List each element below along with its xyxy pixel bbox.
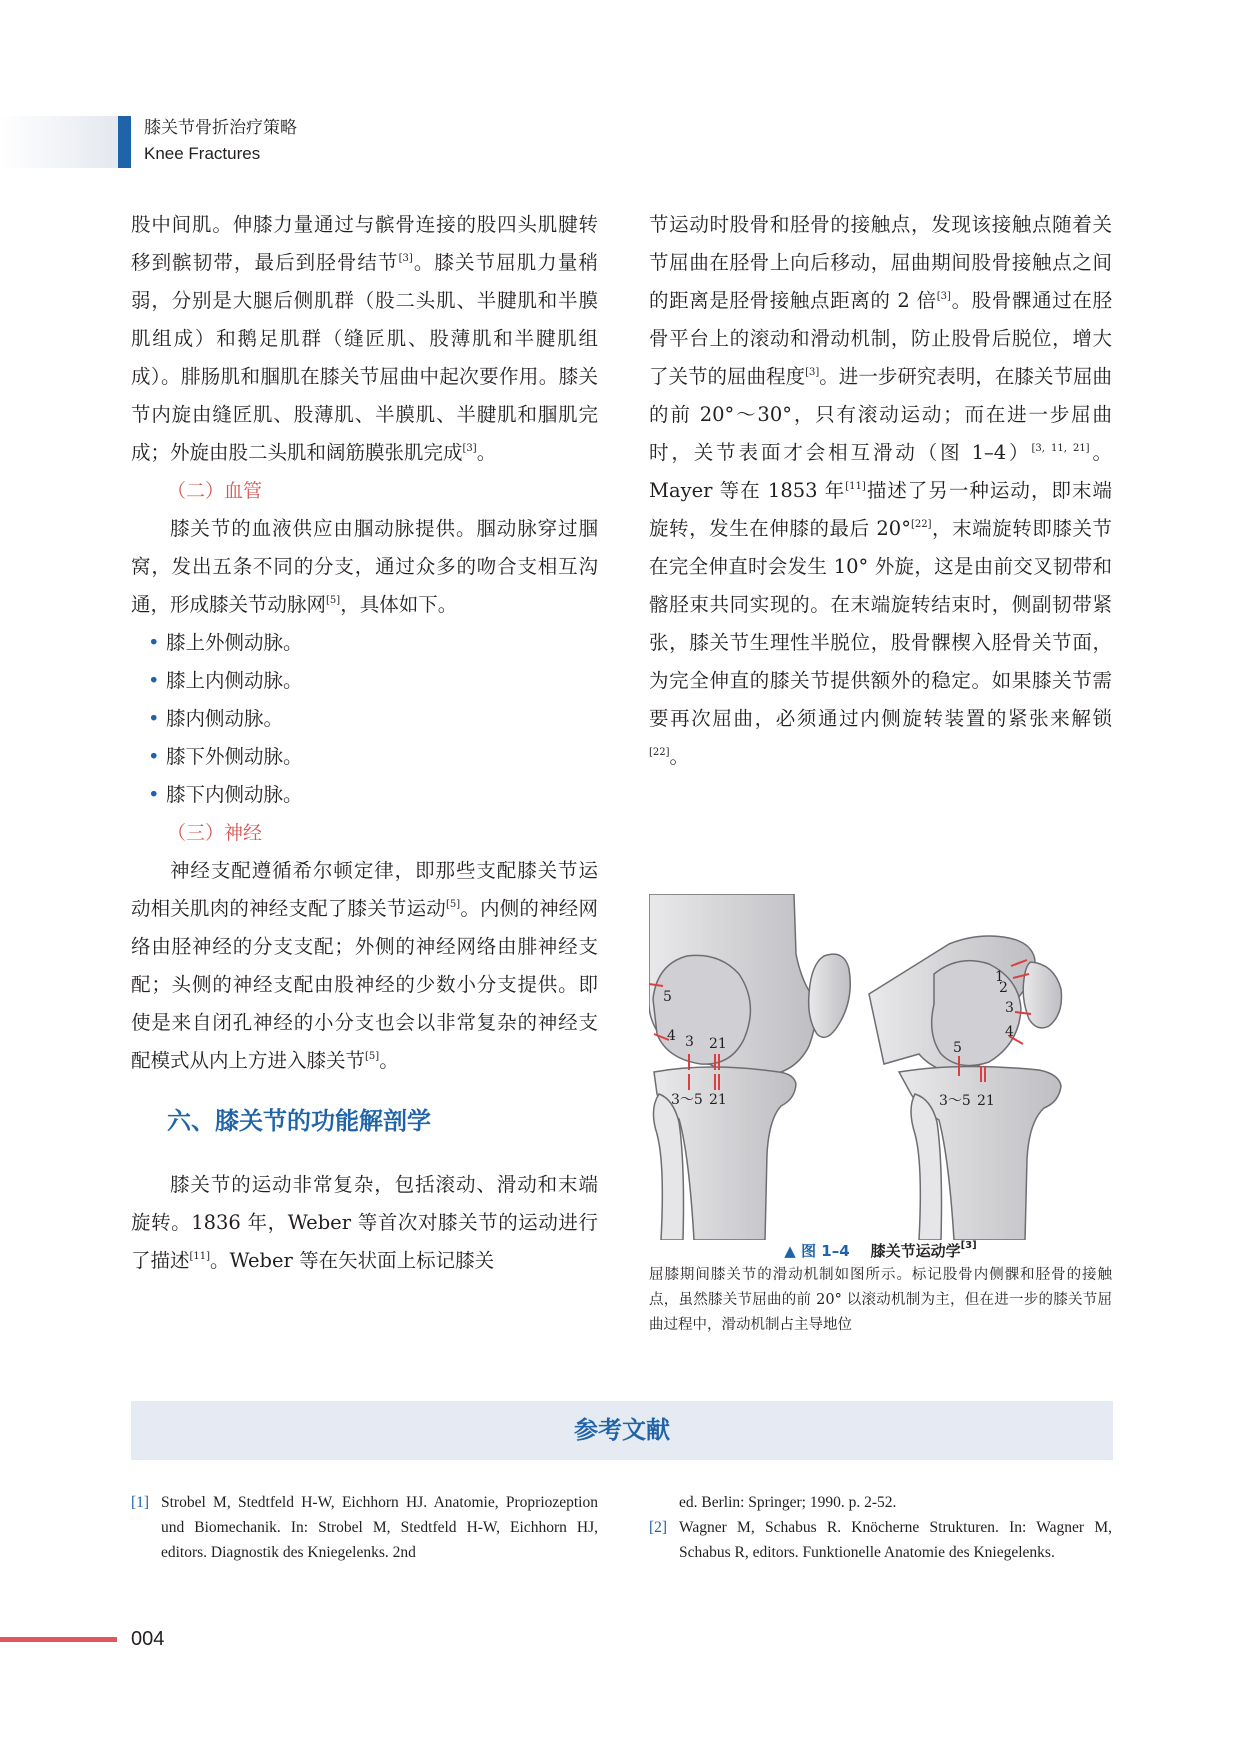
page-number: 004	[131, 1628, 165, 1650]
reference-text: ed. Berlin: Springer; 1990. p. 2-52.	[679, 1494, 897, 1511]
text: 。Mayer 等在 1853 年	[649, 441, 1112, 502]
book-title-cn: 膝关节骨折治疗策略	[144, 118, 297, 138]
figure-label: 21	[977, 1093, 995, 1109]
text: 。进一步研究表明，在膝关节屈曲的前 20°～30°，只有滚动运动；而在进一步屈曲时，关节表面才会相互滑动（图 1–4）	[649, 365, 1112, 464]
list-item	[131, 776, 598, 814]
citation[interactable]: [3]	[960, 1240, 977, 1251]
figure-label: 21	[709, 1092, 727, 1108]
femoral-condyle	[653, 955, 750, 1064]
paragraph	[649, 206, 1112, 776]
figure-label: 2	[999, 980, 1008, 996]
left-column	[131, 206, 598, 1280]
list-item-text: 膝下内侧动脉。	[166, 783, 303, 806]
section-title: 六、膝关节的功能解剖学	[167, 1107, 431, 1135]
citation[interactable]: [22]	[910, 519, 932, 530]
reference-item	[649, 1490, 1112, 1515]
text: 膝关节的运动非常复杂，包括滚动、滑动和末端旋转。1836 年，Weber 等首次对膝关节的运动进行了描述	[131, 1173, 598, 1272]
text: 节运动时股骨和胫骨的接触点，发现该接触点随着关节屈曲在胫骨上向后移动，屈曲期间股骨接触点之间的距离是胫骨接触点距离的 2 倍	[649, 213, 1112, 312]
citation[interactable]: [5]	[365, 1051, 380, 1062]
reference-item	[649, 1515, 1112, 1565]
bullet-icon: •	[148, 745, 160, 768]
citation[interactable]: [5]	[446, 899, 461, 910]
citation[interactable]: [3]	[398, 253, 413, 264]
triangle-marker-icon: ▲	[784, 1242, 796, 1260]
figure-label: 1	[995, 969, 1004, 985]
list-item-text: 膝上外侧动脉。	[166, 631, 303, 654]
citation[interactable]: [3]	[805, 367, 820, 378]
citation[interactable]: [3, 11, 21]	[1031, 443, 1090, 454]
figure-caption-title	[649, 1239, 1112, 1263]
bullet-icon: •	[148, 669, 160, 692]
figure-label: 3	[1005, 1000, 1014, 1016]
figure-label: 4	[1005, 1024, 1014, 1040]
knee-illustration	[649, 894, 1114, 1240]
citation[interactable]: [22]	[649, 747, 670, 758]
list-item-text: 膝内侧动脉。	[166, 707, 284, 730]
footer-accent-line	[0, 1637, 117, 1642]
bullet-icon: •	[148, 783, 160, 806]
figure-label: 5	[663, 989, 672, 1005]
list-item	[131, 624, 598, 662]
text: 膝关节的血液供应由腘动脉提供。腘动脉穿过腘窝，发出五条不同的分支，通过众多的吻合支相互沟通，形成膝关节动脉网	[131, 517, 598, 616]
running-header	[144, 116, 297, 166]
text: ，末端旋转即膝关节在完全伸直时会发生 10° 外旋，这是由前交叉韧带和髂胫束共同实现的。在末端旋转结束时，侧副韧带紧张，膝关节生理性半脱位，股骨髁楔入胫骨关节面，为完全伸直的膝关节提供额外的稳定。如果膝关节需要再次屈曲，必须通过内侧旋转装置的紧张来解锁	[649, 517, 1112, 730]
figure-label: 21	[709, 1036, 727, 1052]
header-gradient	[0, 116, 118, 168]
figure-number: 图 1–4	[801, 1242, 850, 1260]
paragraph	[131, 206, 598, 472]
text: 。	[669, 745, 690, 768]
subheading-vessels: （二）血管	[167, 480, 263, 502]
references-header	[131, 1401, 1113, 1460]
book-title-en: Knee Fractures	[144, 144, 261, 163]
text: 神经支配遵循希尔顿定律，即那些支配膝关节运动相关肌肉的神经支配了膝关节运动	[131, 859, 598, 920]
figure-label: 3	[685, 1034, 694, 1050]
text: 股中间肌。伸膝力量通过与髌骨连接的股四头肌腱转移到髌韧带，最后到胫骨结节	[131, 213, 598, 274]
list-item	[131, 662, 598, 700]
figure-label: 3～5	[939, 1093, 971, 1109]
paragraph	[131, 852, 598, 1080]
figure-label: 4	[667, 1028, 676, 1044]
references-title: 参考文献	[574, 1416, 670, 1444]
text: 。Weber 等在矢状面上标记膝关	[210, 1249, 495, 1272]
figure-title: 膝关节运动学	[870, 1242, 961, 1260]
reference-index: [1]	[131, 1494, 150, 1511]
bullet-icon: •	[148, 631, 160, 654]
header-accent-bar	[0, 116, 131, 168]
citation[interactable]: [3]	[936, 291, 951, 302]
list-item-text: 膝下外侧动脉。	[166, 745, 303, 768]
figure-description: 屈膝期间膝关节的滑动机制如图所示。标记股骨内侧髁和胫骨的接触点，虽然膝关节屈曲的前 20° 以滚动机制为主，但在进一步的膝关节屈曲过程中，滑动机制占主导地位	[649, 1267, 1112, 1333]
text: 。内侧的神经网络由胫神经的分支支配；外侧的神经网络由腓神经支配；头侧的神经支配由股神经的少数小分支提供。即使是来自闭孔神经的小分支也会以非常复杂的神经支配模式从内上方进入膝关节	[131, 897, 598, 1072]
reference-item	[131, 1490, 598, 1565]
list-item	[131, 700, 598, 738]
text: 。	[476, 441, 497, 464]
reference-index: [2]	[649, 1519, 668, 1536]
citation[interactable]: [11]	[189, 1251, 211, 1262]
paragraph	[131, 1166, 598, 1280]
citation[interactable]: [11]	[845, 481, 866, 492]
figure-label: 3～5	[671, 1092, 703, 1108]
text: 。股骨髁通过在胫骨平台上的滚动和滑动机制，防止股骨后脱位，增大了关节的屈曲程度	[649, 289, 1112, 388]
subheading-nerves: （三）神经	[167, 822, 263, 844]
citation[interactable]: [3]	[462, 443, 477, 454]
figure-caption	[649, 1239, 1112, 1338]
list-item-text: 膝上内侧动脉。	[166, 669, 303, 692]
text: 。膝关节屈肌力量稍弱，分别是大腿后侧肌群（股二头肌、半腱肌和半膜肌组成）和鹅足肌群（缝匠肌、股薄肌和半腱肌组成）。腓肠肌和腘肌在膝关节屈曲中起次要作用。膝关节内旋由缝匠肌、股薄肌、半膜肌、半腱肌和腘肌完成；外旋由股二头肌和阔筋膜张肌完成	[131, 251, 598, 464]
list-item	[131, 738, 598, 776]
text: 描述了另一种运动，即末端旋转，发生在伸膝的最后 20°	[649, 479, 1112, 540]
figure-label: 5	[953, 1040, 962, 1056]
header-blue-stripe	[118, 116, 131, 168]
text: ，具体如下。	[340, 593, 458, 616]
citation[interactable]: [5]	[326, 595, 341, 606]
reference-text: Strobel M, Stedtfeld H-W, Eichhorn HJ. Anatomie, Propriozeption und Biomechanik. In: Strobel M, Stedtfeld H-W, Eichhorn HJ, editors. Diagnostik des Kniegelenks. 2nd	[161, 1494, 598, 1561]
references-left	[131, 1490, 598, 1565]
right-column	[649, 206, 1112, 776]
text: 。	[379, 1049, 399, 1072]
bullet-icon: •	[148, 707, 160, 730]
knee-kinematics-figure	[649, 894, 1114, 1240]
reference-text: Wagner M, Schabus R. Knöcherne Strukturen. In: Wagner M, Schabus R, editors. Funktionelle Anatomie des Kniegelenks.	[679, 1519, 1112, 1561]
references-right	[649, 1490, 1112, 1565]
paragraph	[131, 510, 598, 624]
